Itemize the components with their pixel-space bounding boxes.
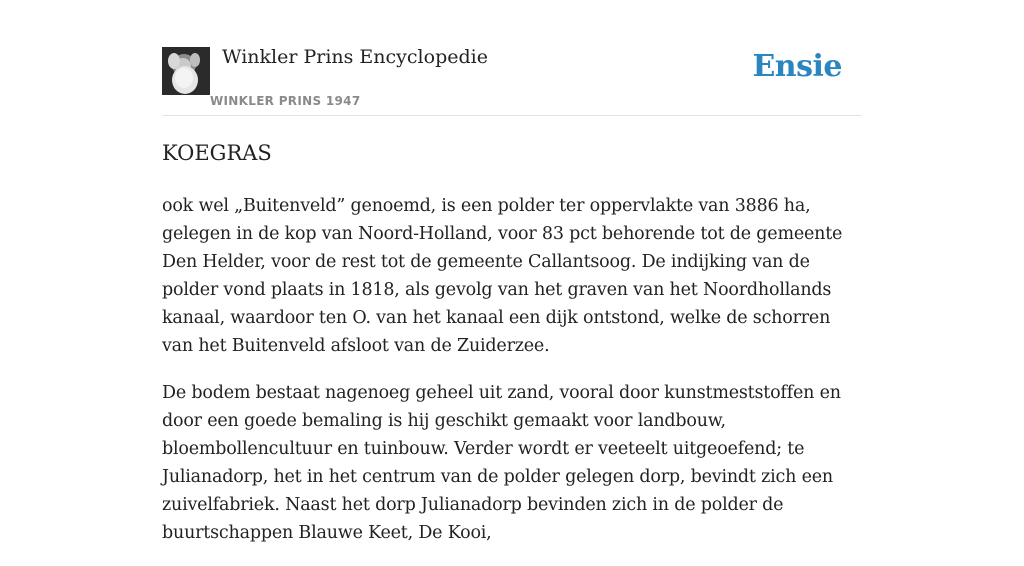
source-subtitle: WINKLER PRINS 1947	[210, 94, 361, 108]
article-paragraph: De bodem bestaat nagenoeg geheel uit zand, vooral door kunstmeststoffen en door een goede bemaling is hij geschikt gemaakt voor landbouw, bloembollencultuur en tuinbouw. Verder wordt er veeteelt uitgeoefend; te Julianadorp, het in het centrum van de polder gelegen dorp, bevindt zich een zuivelfabriek. Naast het dorp Julianadorp bevinden zich in de polder de buurtschappen Blauwe Keet, De Kooi,	[162, 383, 841, 543]
source-avatar-icon[interactable]	[162, 47, 210, 95]
page	[162, 0, 862, 543]
ensie-logo[interactable]: Ensie	[752, 49, 842, 84]
article-title: KOEGRAS	[162, 141, 272, 165]
article-paragraph: ook wel „Buitenveld” genoemd, is een polder ter oppervlakte van 3886 ha, gelegen in de kop van Noord-Holland, voor 83 pct behorende tot de gemeente Den Helder, voor de rest tot de gemeente Callantsoog. De indijking van de polder vond plaats in 1818, als gevolg van het graven van het Noordhollands kanaal, waardoor ten O. van het kanaal een dijk ontstond, welke de schorren van het Buitenveld afsloot van de Zuiderzee.	[162, 196, 843, 356]
source-title[interactable]: Winkler Prins Encyclopedie	[222, 46, 488, 68]
article-body	[162, 192, 862, 566]
source-header	[162, 0, 862, 116]
